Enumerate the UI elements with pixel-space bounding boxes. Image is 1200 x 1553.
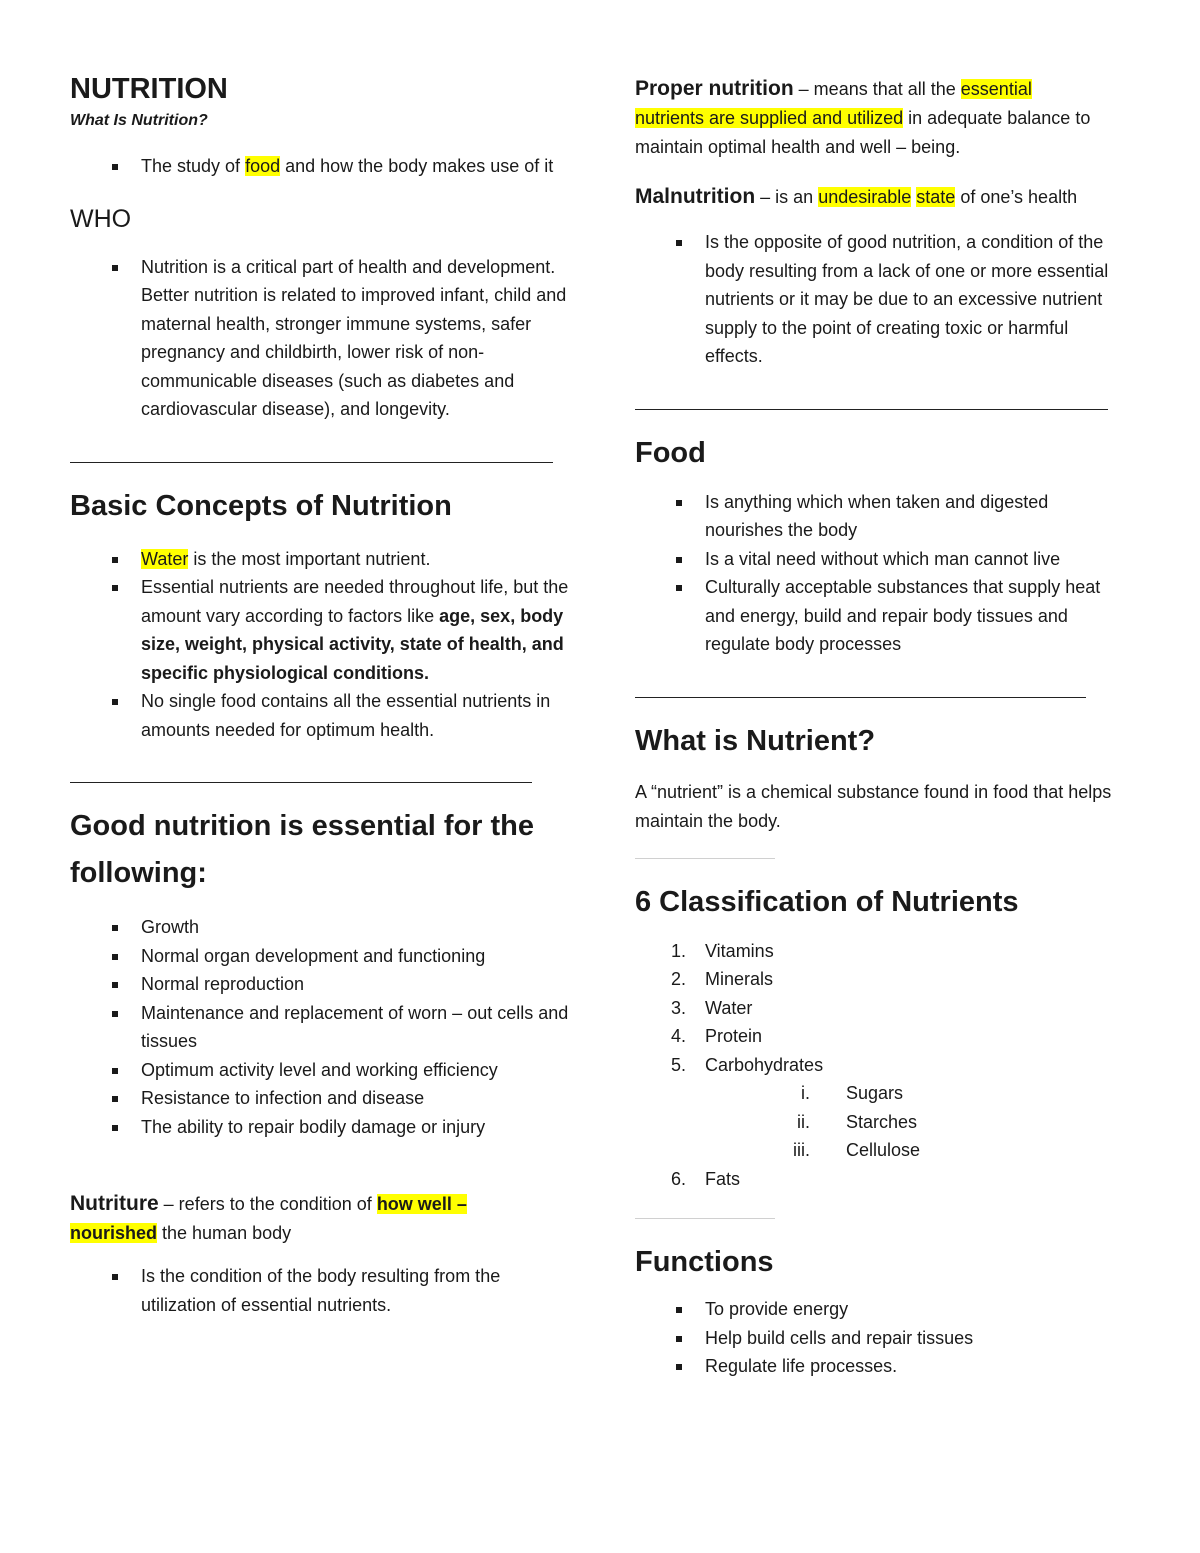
divider [635, 858, 775, 859]
good-nutrition-list [70, 913, 570, 1141]
list-item [635, 965, 1130, 994]
highlight-food: food [245, 156, 281, 176]
malnutrition-list [635, 228, 1130, 371]
list-item [635, 1165, 1130, 1194]
mal-mid: – is an [755, 187, 819, 207]
list-label: Cellulose [846, 1140, 921, 1160]
list-item [70, 545, 570, 574]
list-item: Nutrition is a critical part of health and development. Better nutrition is related to improved infant, child and maternal health, stronger immune systems, safer pregnancy and childbirth, lower risk of non-communicable diseases (such as diabetes and cardiovascular disease), and longevity. [70, 253, 570, 424]
intro-text-pre: The study of [141, 156, 246, 176]
food-list [635, 488, 1130, 659]
list-item [635, 937, 1130, 966]
list-label: Sugars [846, 1083, 904, 1103]
basic-concepts-list [70, 545, 570, 745]
mal-post: of one’s health [955, 187, 1078, 207]
right-column [635, 74, 1130, 1381]
carbohydrate-sublist [635, 1079, 1130, 1165]
list-item: Optimum activity level and working efficiency [70, 1056, 570, 1085]
proper-nutrition-term: Proper nutrition [635, 77, 794, 100]
divider [635, 697, 1086, 698]
list-number: ii. [797, 1111, 810, 1132]
list-item [635, 1136, 1130, 1165]
list-number: i. [801, 1083, 810, 1103]
list-number: 5. [671, 1054, 687, 1075]
list-item: The ability to repair bodily damage or injury [70, 1113, 570, 1142]
intro-text-post: and how the body makes use of it [280, 156, 554, 176]
left-column [70, 70, 570, 1319]
list-label: Protein [705, 1026, 763, 1046]
list-number: 6. [671, 1168, 687, 1189]
list-item [635, 1079, 1130, 1108]
classification-heading: 6 Classification of Nutrients [635, 885, 1019, 918]
basic-b2-pre: Essential nutrients are needed throughout life, but the amount vary according to factors like [141, 577, 569, 626]
list-item [635, 1051, 1130, 1080]
divider [70, 462, 553, 463]
list-item [70, 152, 570, 181]
basic-b1-post: is the most important nutrient. [188, 548, 431, 569]
list-number: 2. [671, 969, 687, 989]
list-label: Minerals [705, 969, 774, 989]
basic-concepts-heading: Basic Concepts of Nutrition [70, 489, 452, 522]
subtitle: What Is Nutrition? [70, 112, 208, 129]
list-item: Regulate life processes. [635, 1352, 1130, 1381]
highlight-state: state [916, 187, 956, 207]
list-number: iii. [793, 1140, 810, 1160]
list-item: Is the opposite of good nutrition, a condition of the body resulting from a lack of one or more essential nutrients or it may be due to an excessive nutrient supply to the point of creating toxic or harmful effects. [635, 228, 1130, 371]
list-label: Vitamins [705, 940, 774, 961]
nutrient-text: A “nutrient” is a chemical substance found in food that helps maintain the body. [635, 781, 1112, 831]
divider [635, 1218, 775, 1219]
malnutrition-term: Malnutrition [635, 185, 756, 208]
list-label: Carbohydrates [705, 1054, 824, 1075]
who-heading: WHO [70, 204, 132, 233]
list-item: Maintenance and replacement of worn – out cells and tissues [70, 999, 570, 1056]
list-item: Normal reproduction [70, 970, 570, 999]
highlight-nutrients-supplied: nutrients are supplied and utilized [635, 108, 904, 128]
highlight-nourished: nourished [70, 1223, 158, 1243]
list-item: No single food contains all the essential nutrients in amounts needed for optimum health. [70, 687, 570, 744]
nutrient-heading: What is Nutrient? [635, 724, 876, 757]
list-number: 3. [671, 997, 687, 1018]
highlight-how-well: how well – [376, 1194, 467, 1214]
list-item: Help build cells and repair tissues [635, 1324, 1130, 1353]
list-item: To provide energy [635, 1295, 1130, 1324]
proper-post: in adequate balance to maintain optimal health and well – being. [635, 108, 1091, 157]
classification-list-cont [635, 1165, 1130, 1194]
divider [70, 782, 532, 783]
nutriture-term: Nutriture [70, 1192, 159, 1215]
malnutrition-definition [635, 182, 1130, 212]
nutriture-post: the human body [157, 1223, 292, 1243]
list-item [635, 1108, 1130, 1137]
food-heading: Food [635, 436, 706, 469]
list-item: Is anything which when taken and digested nourishes the body [635, 488, 1130, 545]
highlight-water: Water [141, 548, 189, 569]
list-item: Is the condition of the body resulting from the utilization of essential nutrients. [70, 1262, 570, 1319]
basic-b2-bold: age, sex, body size, weight, physical activity, state of health, and specific physiological conditions. [141, 605, 564, 683]
proper-mid: – means that all the [793, 79, 961, 99]
list-item: Is a vital need without which man cannot live [635, 545, 1130, 574]
list-item [635, 994, 1130, 1023]
list-label: Starches [846, 1111, 918, 1132]
classification-list [635, 937, 1130, 1080]
proper-nutrition-definition [635, 74, 1130, 162]
list-item: Growth [70, 913, 570, 942]
intro-list [70, 152, 570, 181]
highlight-essential: essential [960, 79, 1032, 99]
list-item: Normal organ development and functioning [70, 942, 570, 971]
list-item [70, 573, 570, 687]
nutriture-mid: – refers to the condition of [158, 1194, 377, 1214]
good-nutrition-heading: Good nutrition is essential for the following: [70, 810, 535, 889]
divider [635, 409, 1108, 410]
page-title: NUTRITION [70, 73, 228, 105]
nutriture-definition [70, 1189, 570, 1248]
list-label: Water [705, 997, 753, 1018]
list-item: Resistance to infection and disease [70, 1084, 570, 1113]
list-number: 4. [671, 1026, 687, 1046]
functions-heading: Functions [635, 1246, 774, 1278]
list-item [635, 1022, 1130, 1051]
list-item: Culturally acceptable substances that supply heat and energy, build and repair body tissues and regulate body processes [635, 573, 1130, 659]
who-list [70, 253, 570, 424]
highlight-undesirable: undesirable [818, 187, 912, 207]
functions-list [635, 1295, 1130, 1381]
nutriture-list [70, 1262, 570, 1319]
list-number: 1. [671, 940, 687, 961]
list-label: Fats [705, 1168, 741, 1189]
